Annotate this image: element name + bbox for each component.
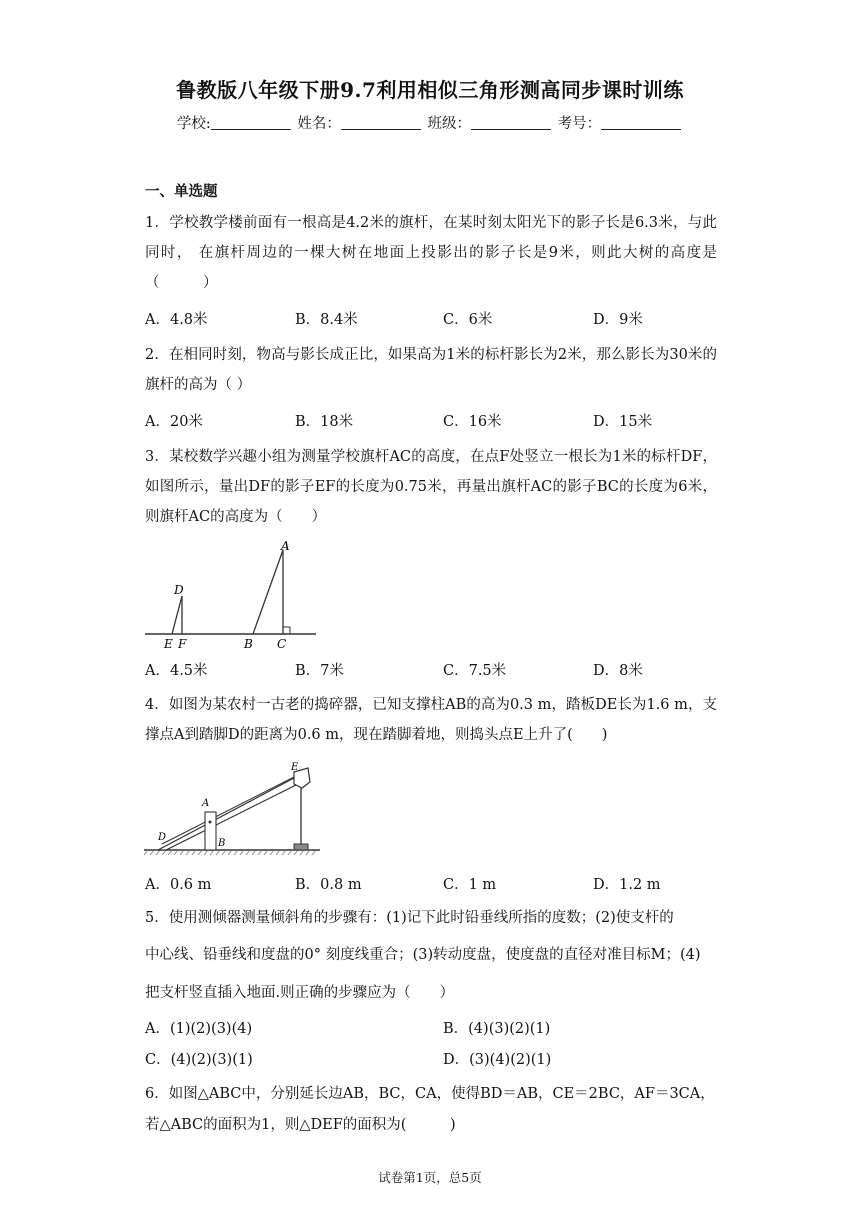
q3-option-b[interactable]: B．7米 — [295, 663, 344, 679]
q1-option-d[interactable]: D．9米 — [593, 312, 643, 328]
school-blank[interactable] — [211, 115, 291, 130]
exam-no-label: 考号： — [557, 116, 602, 132]
name-blank[interactable] — [341, 115, 421, 130]
question-1-stem: 1．学校教学楼前面有一根高是4.2米的旗杆，在某时刻太阳光下的影子长是6.3米，与此同时， 在旗杆周边的一棵大树在地面上投影出的影子长是9米，则此大树的高度是（ ） — [145, 215, 717, 291]
section-heading: 一、单选题 — [145, 183, 218, 200]
question-5-options-row-1 — [145, 1017, 717, 1041]
student-info-line — [0, 112, 860, 133]
q2-option-d[interactable]: D．15米 — [593, 414, 653, 430]
q5-option-d[interactable]: D．(3)(4)(2)(1) — [443, 1052, 552, 1068]
q2-option-c[interactable]: C．16米 — [443, 414, 502, 430]
question-4-stem: 4．如图为某农村一古老的捣碎器，已知支撑柱AB的高为0.3 m，踏板DE长为1.6 m，支撑点A到踏脚D的距离为0.6 m，现在踏脚着地，则捣头点E上升了( ) — [145, 697, 717, 743]
question-2-options — [145, 410, 717, 434]
label-f: F — [178, 637, 187, 651]
q4-option-c[interactable]: C．1 m — [443, 877, 497, 893]
question-5-stem-line-2: 中心线、铅垂线和度盘的0° 刻度线重合；(3)转动度盘，使度盘的直径对准目标M；(4) — [145, 947, 701, 963]
question-5-stem-line-1: 5．使用测倾器测量倾斜角的步骤有：(1)记下此时铅垂线所指的度数；(2)使支杆的 — [145, 910, 674, 926]
q1-option-c[interactable]: C．6米 — [443, 312, 493, 328]
exam-no-blank[interactable] — [601, 115, 681, 130]
label-e: E — [164, 637, 173, 651]
q3-option-a[interactable]: A．4.5米 — [145, 663, 208, 679]
name-label: 姓名： — [297, 116, 341, 132]
question-6-stem-line-1: 6．如图△ABC中，分别延长边AB，BC，CA，使得BD＝AB，CE＝2BC，AF＝3CA， — [145, 1086, 715, 1102]
question-5-options-row-2 — [145, 1048, 717, 1072]
question-1-options — [145, 308, 717, 332]
q5-option-a[interactable]: A．(1)(2)(3)(4) — [145, 1021, 253, 1037]
question-4-options — [145, 873, 717, 897]
label-d: D — [174, 583, 184, 597]
pounder-figure — [144, 756, 324, 860]
q2-option-b[interactable]: B．18米 — [295, 414, 354, 430]
label-d: D — [158, 832, 167, 843]
school-label: 学校: — [176, 116, 211, 132]
q5-option-b[interactable]: B．(4)(3)(2)(1) — [443, 1021, 551, 1037]
flagpole-shadow-figure — [140, 538, 320, 654]
label-a: A — [202, 798, 210, 809]
question-3-stem: 3．某校数学兴趣小组为测量学校旗杆AC的高度，在点F处竖立一根长为1米的标杆DF，如图所示，量出DF的影子EF的长度为0.75米，再量出旗杆AC的影子BC的长度为6米，则旗杆AC的高度为（ ） — [145, 449, 717, 525]
class-blank[interactable] — [471, 115, 551, 130]
q3-option-d[interactable]: D．8米 — [593, 663, 643, 679]
question-5-stem-line-3: 把支杆竖直插入地面.则正确的步骤应为（ ） — [145, 985, 455, 1001]
label-b: B — [218, 838, 226, 849]
q3-option-c[interactable]: C．7.5米 — [443, 663, 507, 679]
q4-option-a[interactable]: A．0.6 m — [145, 877, 212, 893]
q2-option-a[interactable]: A．20米 — [145, 414, 203, 430]
page-title: 鲁教版八年级下册9.7利用相似三角形测高同步课时训练 — [176, 78, 684, 102]
q4-option-d[interactable]: D．1.2 m — [593, 877, 661, 893]
q4-option-b[interactable]: B．0.8 m — [295, 877, 362, 893]
question-2-stem: 2．在相同时刻，物高与影长成正比，如果高为1米的标杆影长为2米，那么影长为30米的旗杆的高为（ ） — [145, 347, 717, 393]
question-3-options — [145, 659, 717, 683]
label-e: E — [291, 762, 299, 773]
q1-option-a[interactable]: A．4.8米 — [145, 312, 208, 328]
page-footer: 试卷第1页，总5页 — [378, 1170, 482, 1185]
question-6-stem-line-2: 若△ABC的面积为1，则△DEF的面积为( ) — [145, 1117, 456, 1133]
label-b: B — [244, 637, 253, 651]
class-label: 班级： — [427, 116, 471, 132]
q1-option-b[interactable]: B．8.4米 — [295, 312, 358, 328]
label-c: C — [277, 637, 287, 651]
q5-option-c[interactable]: C．(4)(2)(3)(1) — [145, 1052, 253, 1068]
label-a: A — [281, 539, 290, 553]
